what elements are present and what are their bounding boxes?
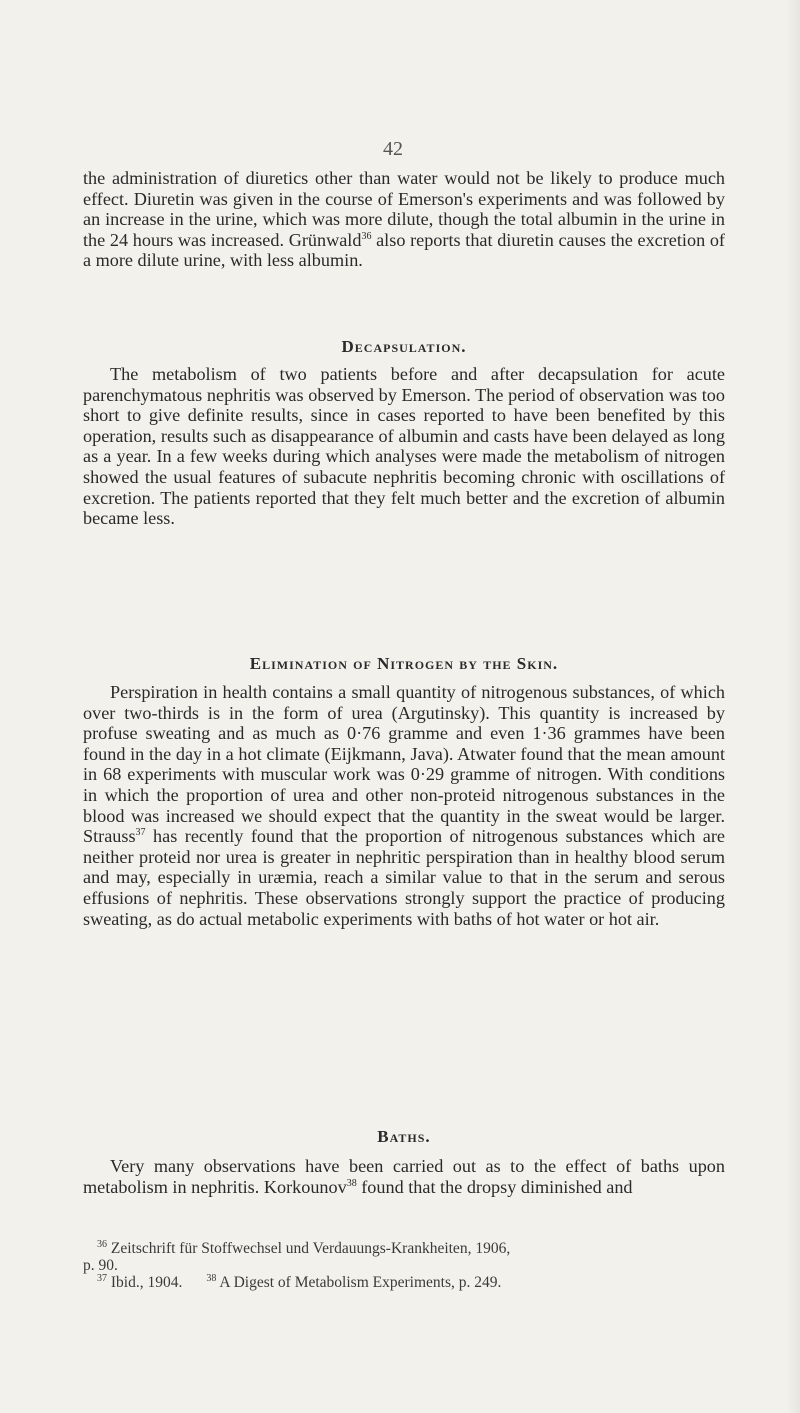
paragraph-diuretics-text-b: also reports that diuretin causes the excretion of a more dilute urine, with less albumin. <box>83 229 725 271</box>
paragraph-decapsulation: The metabolism of two patients before and after decapsulation for acute parenchymatous nephritis was observed by Emerson. The period of observation was too short to give definite results, since in cases reported to have been benefited by this operation, results such as disappearance of albumin and casts have been delayed as long as a year. In a few weeks during which analyses were made the metabolism of nitrogen showed the usual features of subacute nephritis becoming chronic with oscillations of excretion. The patients reported that they felt much better and the excretion of albumin became less. <box>83 364 725 529</box>
paragraph-perspiration <box>83 682 725 929</box>
footnote-ref-36[interactable]: 36 <box>361 230 372 242</box>
paragraph-diuretics <box>83 168 725 271</box>
footnote-36-mark: 36 <box>97 1238 107 1250</box>
paragraph-baths-text-a: Very many observations have been carried out as to the effect of baths upon metabolism in nephritis. Korkounov <box>83 1156 725 1197</box>
footnote-38-mark: 38 <box>206 1272 217 1284</box>
heading-elimination-skin: Elimination of Nitrogen by the Skin. <box>249 654 559 673</box>
footnote-37-38 <box>83 1274 725 1291</box>
paragraph-perspiration-text-a: Perspiration in health contains a small quantity of nitrogenous substances, of which over two-thirds is in the form of urea (Argutinsky). This quantity is increased by profuse sweating and as much as 0·76 gramme and even 1·36 grammes have been found in the day in a hot climate (Eijkmann, Java). Atwater found that the mean amount in 68 experiments with muscular work was 0·29 gramme of nitrogen. With conditions in which the proportion of urea and other non-proteid nitrogenous substances in the blood was increased we should expect that the quantity in the sweat would be larger. Strauss <box>83 682 725 847</box>
footnote-ref-38[interactable]: 38 <box>346 1177 357 1189</box>
paragraph-diuretics-text-a: the administration of diuretics other than water would not be likely to produce much effect. Diuretin was given in the course of Emerson's experiments and was followed by an increase in the urine, which was more dilute, though the total albumin in the urine in the 24 hours was increased. Grünwald <box>83 168 725 250</box>
heading-decapsulation: Decapsulation. <box>341 337 467 356</box>
footnotes <box>83 1240 725 1291</box>
footnote-37-mark: 37 <box>97 1272 107 1284</box>
footnote-36-text: Zeitschrift für Stoffwechsel und Verdauungs-Krankheiten, 1906, <box>107 1240 511 1257</box>
page-number: 42 <box>383 138 403 160</box>
paragraph-baths <box>83 1156 725 1197</box>
footnote-37-text: Ibid., 1904. <box>107 1274 183 1291</box>
page-edge-shadow <box>786 0 800 1413</box>
paragraph-perspiration-text-b: has recently found that the proportion of nitrogenous substances which are neither proteid nor urea is greater in nephritic perspiration than in healthy blood serum and may, especially in uræmia, reach a similar value to that in the serum and serous effusions of nephritis. These observations strongly support the practice of producing sweating, as do actual metabolic experiments with baths of hot water or hot air. <box>83 826 725 929</box>
footnote-36 <box>83 1240 725 1257</box>
footnote-36-continued: p. 90. <box>83 1257 118 1274</box>
paragraph-baths-text-b: found that the dropsy diminished and <box>356 1176 633 1197</box>
heading-baths: Baths. <box>377 1127 431 1146</box>
footnote-ref-37[interactable]: 37 <box>135 827 146 839</box>
footnote-38-text: A Digest of Metabolism Experiments, p. 249. <box>216 1274 502 1291</box>
